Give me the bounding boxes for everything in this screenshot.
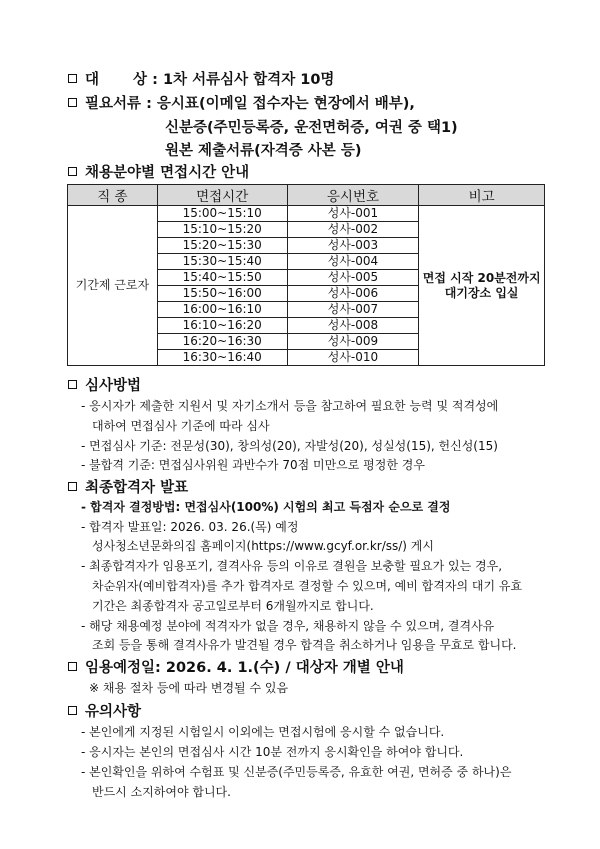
caution-item-3-cont: 반드시 소지하여야 합니다. [92,785,231,799]
time-cell: 15:20~15:30 [157,238,287,254]
appointment-title-text: 임용예정일: 2026. 4. 1.(수) / 대상자 개별 안내 [85,660,404,676]
time-cell: 16:10~16:20 [157,318,287,334]
target-line [68,68,334,89]
method-item-1-cont: 대하여 면접심사 기준에 따라 심사 [92,419,270,433]
table-row [68,206,545,222]
time-cell: 15:40~15:50 [157,270,287,286]
caution-item-2: - 응시자는 본인의 면접심사 시간 10분 전까지 응시확인을 하여야 합니다. [81,745,464,759]
table-header-row [68,185,545,206]
column-header: 비고 [419,185,545,206]
method-title [68,374,141,395]
time-cell: 15:30~15:40 [157,254,287,270]
id-cell: 성사-005 [287,270,419,286]
appointment-note: ※ 채용 절차 등에 따라 변경될 수 있음 [89,681,289,695]
final-item-4-cont: 조회 등을 통해 결격사유가 발견될 경우 합격을 취소하거나 임용을 무효로 합니다. [92,638,517,652]
caution-title-text: 유의사항 [85,704,142,720]
square-bullet-icon [68,74,77,83]
note-cell [419,206,545,366]
square-bullet-icon [68,98,77,107]
id-cell: 성사-003 [287,238,419,254]
final-item-3-cont: 차순위자(예비합격자)를 추가 합격자로 결정할 수 있으며, 예비 합격자의 대기 유효 [92,579,523,593]
final-item-1: - 합격자 결정방법: 면접심사(100%) 시험의 최고 득점자 순으로 결정 [81,500,451,514]
time-cell: 15:10~15:20 [157,222,287,238]
schedule-title-text: 채용분야별 면접시간 안내 [85,165,250,181]
id-cell: 성사-001 [287,206,419,222]
id-cell: 성사-004 [287,254,419,270]
time-cell: 16:20~16:30 [157,334,287,350]
id-cell: 성사-006 [287,286,419,302]
final-item-2: - 합격자 발표일: 2026. 03. 26.(목) 예정 [81,520,299,534]
id-cell: 성사-010 [287,350,419,366]
column-header: 면접시간 [157,185,287,206]
appointment-title [68,656,404,677]
docs-line-2: 신분증(주민등록증, 운전면허증, 여권 중 택1) [165,120,458,136]
time-cell: 15:50~16:00 [157,286,287,302]
method-item-3: - 불합격 기준: 면접심사위원 과반수가 70점 미만으로 평정한 경우 [81,458,425,472]
square-bullet-icon [68,706,77,715]
square-bullet-icon [68,482,77,491]
caution-title [68,700,141,721]
schedule-table [67,184,545,366]
id-cell: 성사-002 [287,222,419,238]
time-cell: 15:00~15:10 [157,206,287,222]
note-line-1: 면접 시작 20분전까지 [422,270,541,285]
column-header: 직 종 [68,185,158,206]
time-cell: 16:30~16:40 [157,350,287,366]
method-item-2: - 면접심사 기준: 전문성(30), 창의성(20), 자발성(20), 성실성(15), 헌신성(15) [81,439,498,453]
schedule-title [68,161,249,182]
docs-text: 필요서류 : 응시표(이메일 접수자는 현장에서 배부), [85,96,415,112]
method-item-1: - 응시자가 제출한 지원서 및 자기소개서 등을 참고하여 필요한 능력 및 적격성에 [81,399,499,413]
role-cell: 기간제 근로자 [68,206,158,366]
square-bullet-icon [68,167,77,176]
id-cell: 성사-007 [287,302,419,318]
note-line-2: 대기장소 입실 [444,285,519,300]
caution-item-1: - 본인에게 지정된 시험일시 이외에는 면접시험에 응시할 수 없습니다. [81,725,445,739]
id-cell: 성사-008 [287,318,419,334]
docs-line-3: 원본 제출서류(자격증 사본 등) [165,143,362,159]
square-bullet-icon [68,662,77,671]
final-title [68,476,188,497]
method-title-text: 심사방법 [85,378,142,394]
column-header: 응시번호 [287,185,419,206]
caution-item-3: - 본인확인을 위하여 수험표 및 신분증(주민등록증, 유효한 여권, 면허증 중 하나)은 [81,765,512,779]
id-cell: 성사-009 [287,334,419,350]
final-item-4: - 해당 채용예정 분야에 적격자가 없을 경우, 채용하지 않을 수 있으며, 결격사유 [81,619,495,633]
time-cell: 16:00~16:10 [157,302,287,318]
final-item-3-cont2: 기간은 최종합격자 공고일로부터 6개월까지로 합니다. [92,599,374,613]
final-item-3: - 최종합격자가 임용포기, 결격사유 등의 이유로 결원을 보충할 필요가 있는 경우, [81,559,503,573]
final-title-text: 최종합격자 발표 [85,480,189,496]
final-item-2-cont: 성사청소년문화의집 홈페이지(https://www.gcyf.or.kr/ss/) 게시 [92,539,434,553]
square-bullet-icon [68,380,77,389]
docs-line [68,92,415,113]
target-text: 대 상 : 1차 서류심사 합격자 10명 [85,72,335,88]
